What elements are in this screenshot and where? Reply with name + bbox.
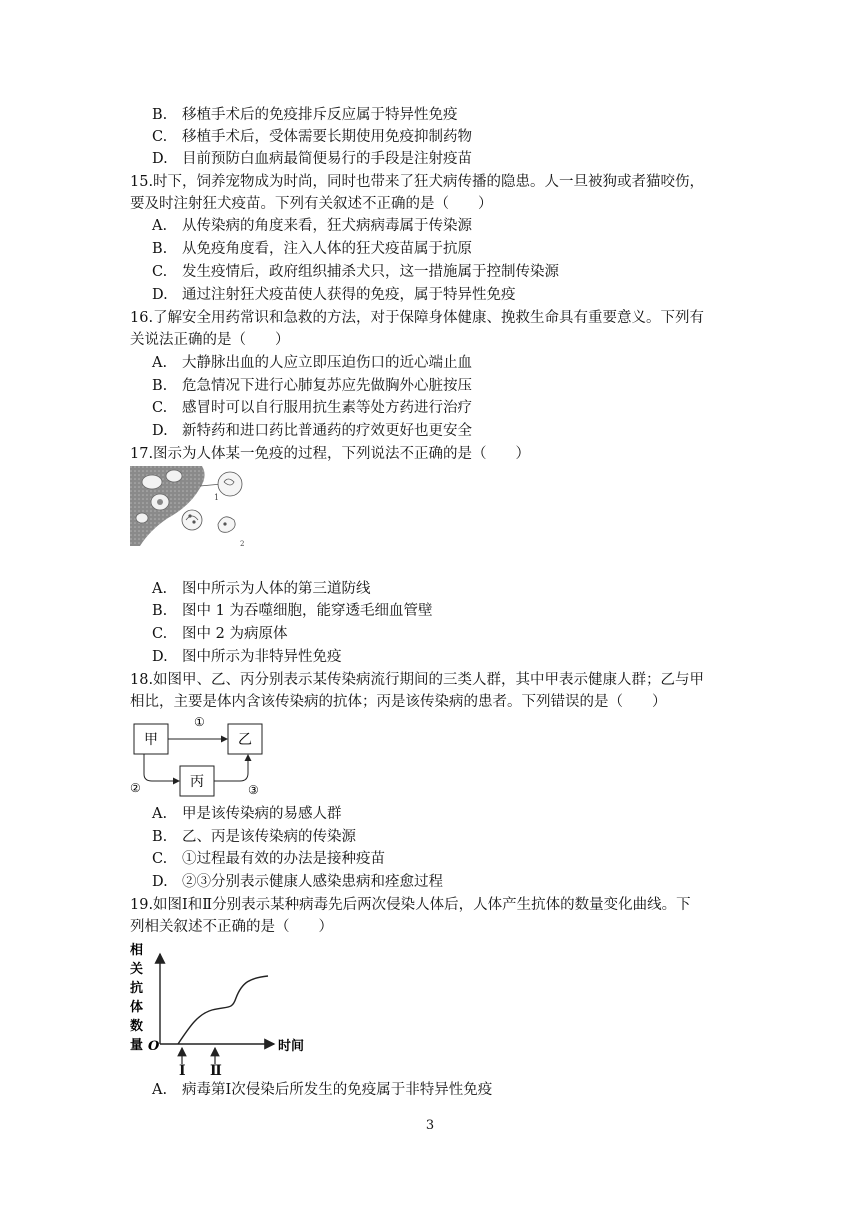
origin-label: O bbox=[148, 1039, 160, 1054]
q18-stem-line1: 18.如图甲、乙、丙分别表示某传染病流行期间的三类人群，其中甲表示健康人群；乙与甲 bbox=[130, 672, 705, 688]
q15-option-d: D. 通过注射狂犬疫苗使人获得的免疫，属于特异性免疫 bbox=[152, 287, 516, 303]
label-bing: 丙 bbox=[190, 774, 204, 790]
q18-option-c: C. ①过程最有效的办法是接种疫苗 bbox=[152, 851, 385, 867]
q17-option-a: A. 图中所示为人体的第三道防线 bbox=[152, 581, 371, 597]
q16-option-c: C. 感冒时可以自行服用抗生素等处方药进行治疗 bbox=[152, 400, 472, 416]
arrow-3 bbox=[214, 755, 248, 781]
y-label-char-5: 数 bbox=[130, 1019, 144, 1034]
arrow-2-label: ② bbox=[130, 781, 141, 795]
y-label-char-3: 抗 bbox=[130, 981, 144, 996]
q15-option-a: A. 从传染病的角度来看，狂犬病病毒属于传染源 bbox=[152, 218, 472, 234]
arrow-3-label: ③ bbox=[248, 783, 259, 797]
infection-1-label: Ⅰ bbox=[179, 1063, 186, 1079]
q15-stem-line2: 要及时注射狂犬疫苗。下列有关叙述不正确的是（ ） bbox=[130, 196, 493, 212]
q17-option-b: B. 图中 1 为吞噬细胞，能穿透毛细血管壁 bbox=[152, 603, 433, 619]
q18-option-a: A. 甲是该传染病的易感人群 bbox=[152, 806, 342, 822]
label-yi: 乙 bbox=[238, 732, 252, 748]
infection-2-label: Ⅱ bbox=[210, 1063, 222, 1079]
y-label-char-6: 量 bbox=[130, 1038, 144, 1053]
q15-option-c: C. 发生疫情后，政府组织捕杀犬只，这一措施属于控制传染源 bbox=[152, 264, 559, 280]
figure-label-1: 1 bbox=[214, 493, 220, 502]
label-jia: 甲 bbox=[144, 732, 158, 748]
y-label-char-4: 体 bbox=[130, 1000, 144, 1015]
q14-option-b: B. 移植手术后的免疫排斥反应属于特异性免疫 bbox=[152, 107, 458, 123]
y-label-char-2: 关 bbox=[130, 962, 144, 977]
population-flow-diagram bbox=[128, 712, 268, 800]
q17-stem: 17.图示为人体某一免疫的过程，下列说法不正确的是（ ） bbox=[130, 446, 531, 462]
page-number: 3 bbox=[425, 1118, 435, 1133]
q19-stem-line2: 列相关叙述不正确的是（ ） bbox=[130, 919, 333, 935]
q16-option-d: D. 新特药和进口药比普通药的疗效更好也更安全 bbox=[152, 423, 472, 439]
figure-label-2: 2 bbox=[240, 540, 245, 548]
q16-option-a: A. 大静脉出血的人应立即压迫伤口的近心端止血 bbox=[152, 355, 472, 371]
x-axis-label: 时间 bbox=[278, 1039, 305, 1054]
y-label-char-1: 相 bbox=[130, 943, 144, 958]
immune-process-figure bbox=[130, 466, 252, 550]
q16-stem-line2: 关说法正确的是（ ） bbox=[130, 332, 290, 348]
antibody-curve-chart bbox=[128, 940, 312, 1068]
q16-stem-line1: 16.了解安全用药常识和急救的方法，对于保障身体健康、挽救生命具有重要意义。下列有 bbox=[130, 310, 705, 326]
q19-option-a: A. 病毒第Ⅰ次侵染后所发生的免疫属于非特异性免疫 bbox=[152, 1082, 493, 1098]
q18-stem-line2: 相比，主要是体内含该传染病的抗体；丙是该传染病的患者。下列错误的是（ ） bbox=[130, 694, 667, 710]
q16-option-b: B. 危急情况下进行心肺复苏应先做胸外心脏按压 bbox=[152, 378, 472, 394]
arrow-1-label: ① bbox=[194, 715, 205, 729]
q18-option-d: D. ②③分别表示健康人感染患病和痊愈过程 bbox=[152, 874, 443, 890]
q15-option-b: B. 从免疫角度看，注入人体的狂犬疫苗属于抗原 bbox=[152, 241, 472, 257]
arrow-2 bbox=[144, 754, 179, 781]
q17-option-d: D. 图中所示为非特异性免疫 bbox=[152, 649, 342, 665]
q19-stem-line1: 19.如图Ⅰ和Ⅱ分别表示某种病毒先后两次侵染人体后，人体产生抗体的数量变化曲线。下 bbox=[130, 897, 691, 913]
q14-option-c: C. 移植手术后，受体需要长期使用免疫抑制药物 bbox=[152, 129, 472, 145]
q15-stem-line1: 15.时下，饲养宠物成为时尚，同时也带来了狂犬病传播的隐患。人一旦被狗或者猫咬伤， bbox=[130, 174, 705, 190]
q17-option-c: C. 图中 2 为病原体 bbox=[152, 626, 288, 642]
antibody-curve bbox=[178, 976, 268, 1044]
q14-option-d: D. 目前预防白血病最简便易行的手段是注射疫苗 bbox=[152, 151, 472, 167]
q18-option-b: B. 乙、丙是该传染病的传染源 bbox=[152, 829, 356, 845]
